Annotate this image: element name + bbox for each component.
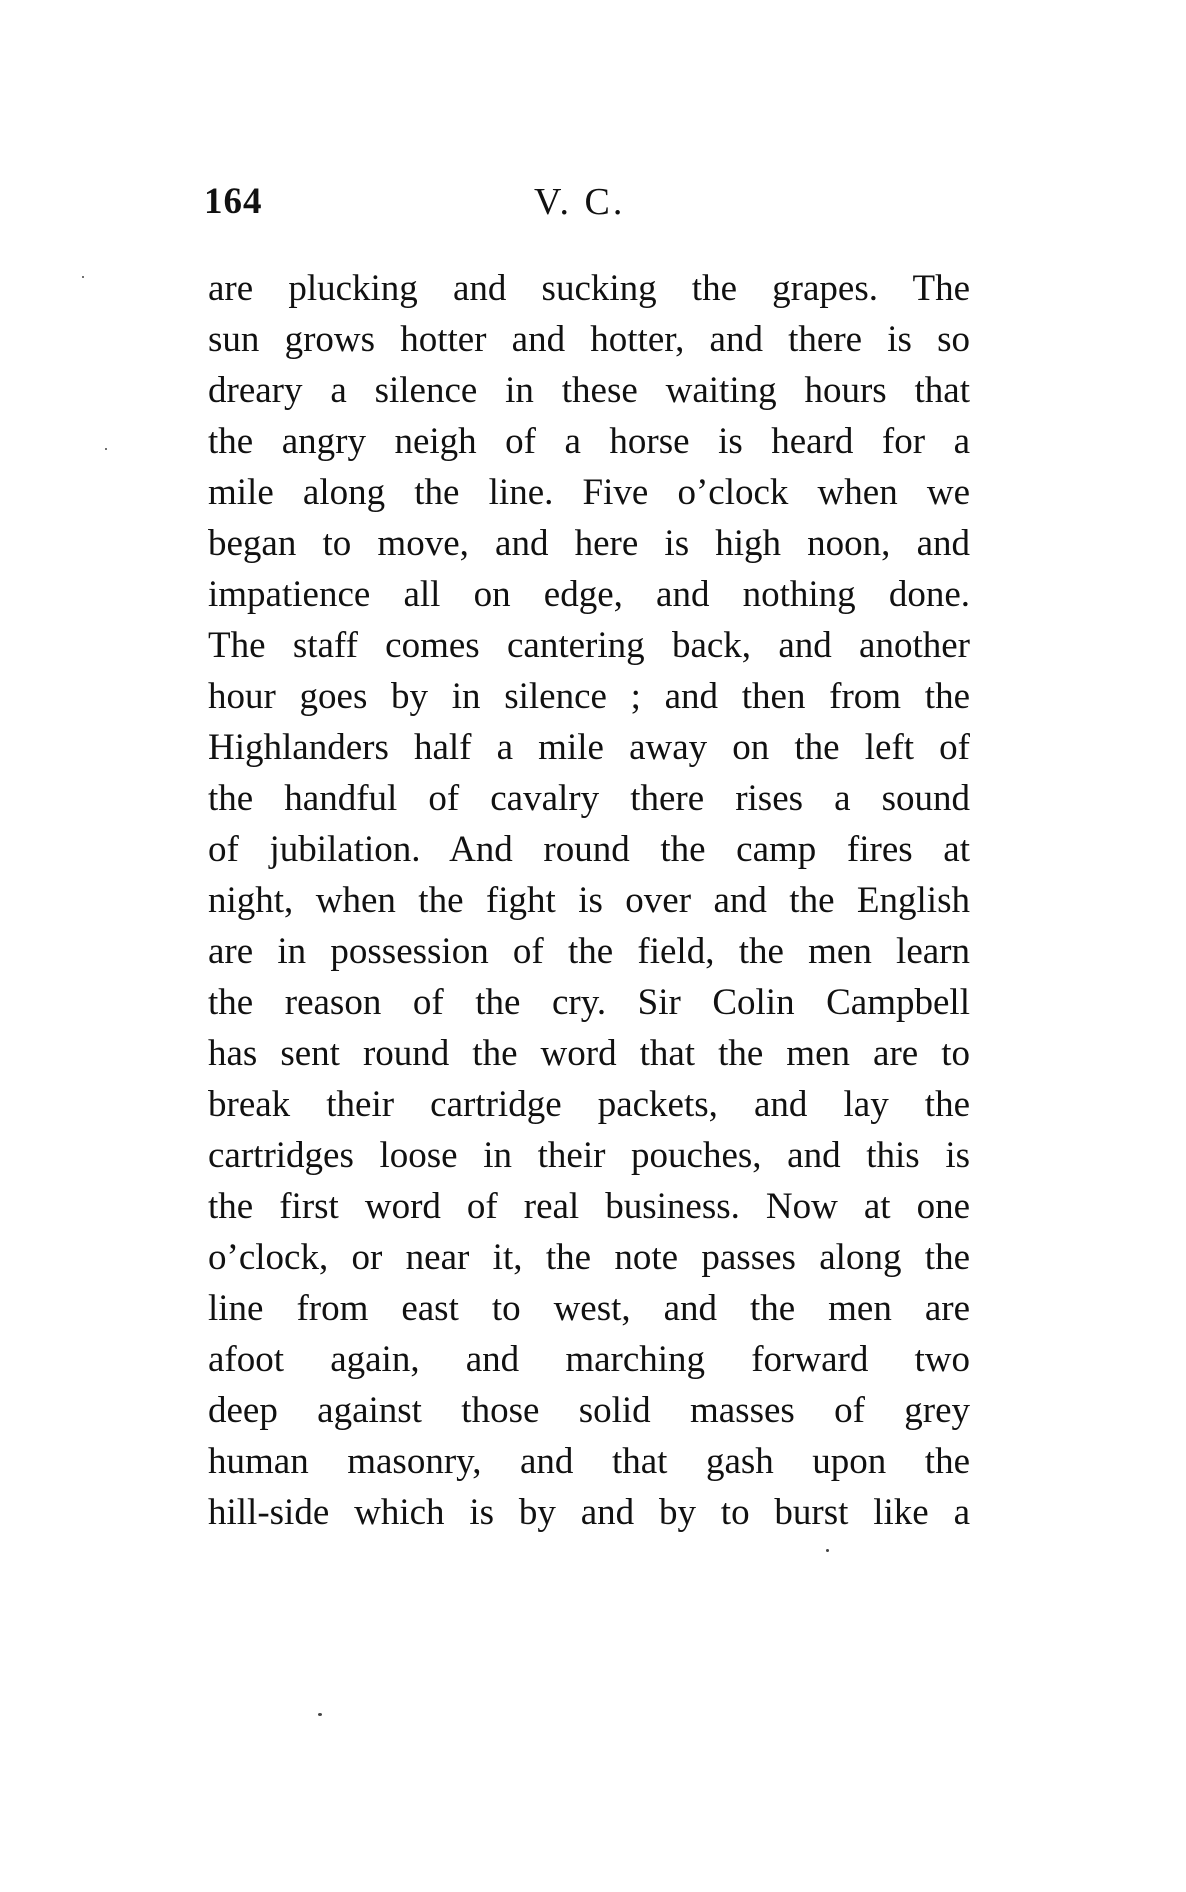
text-line: has sent round the word that the men are to [208, 1033, 970, 1074]
scan-speck [318, 1713, 322, 1716]
text-line: human masonry, and that gash upon the [208, 1441, 970, 1482]
running-head: V. C. [534, 181, 626, 223]
text-line: o’clock, or near it, the note passes along the [208, 1237, 970, 1278]
scan-speck [105, 448, 107, 450]
scan-speck [826, 1549, 829, 1552]
text-line: break their cartridge packets, and lay the [208, 1084, 970, 1125]
text-line: mile along the line. Five o’clock when we [208, 472, 970, 513]
text-line: cartridges loose in their pouches, and this is [208, 1135, 970, 1176]
text-line: afoot again, and marching forward two [208, 1339, 970, 1380]
page-header [204, 180, 964, 230]
text-line: sun grows hotter and hotter, and there is so [208, 319, 970, 360]
text-line: the angry neigh of a horse is heard for a [208, 421, 970, 462]
text-line: the handful of cavalry there rises a sound [208, 778, 970, 819]
page-number: 164 [204, 181, 263, 222]
text-line: impatience all on edge, and nothing done. [208, 574, 970, 615]
text-line: hour goes by in silence ; and then from the [208, 676, 970, 717]
text-line: deep against those solid masses of grey [208, 1390, 970, 1431]
text-line: are plucking and sucking the grapes. The [208, 268, 970, 309]
text-line: hill-side which is by and by to burst like a [208, 1492, 970, 1533]
text-line: the first word of real business. Now at one [208, 1186, 970, 1227]
text-line: are in possession of the field, the men learn [208, 931, 970, 972]
text-line: Highlanders half a mile away on the left of [208, 727, 970, 768]
text-line: began to move, and here is high noon, and [208, 523, 970, 564]
text-line: the reason of the cry. Sir Colin Campbell [208, 982, 970, 1023]
text-line: dreary a silence in these waiting hours that [208, 370, 970, 411]
text-line: of jubilation. And round the camp fires at [208, 829, 970, 870]
text-line: The staff comes cantering back, and another [208, 625, 970, 666]
scan-speck [82, 276, 84, 278]
text-line: line from east to west, and the men are [208, 1288, 970, 1329]
body-text [208, 263, 970, 1538]
text-line: night, when the fight is over and the English [208, 880, 970, 921]
